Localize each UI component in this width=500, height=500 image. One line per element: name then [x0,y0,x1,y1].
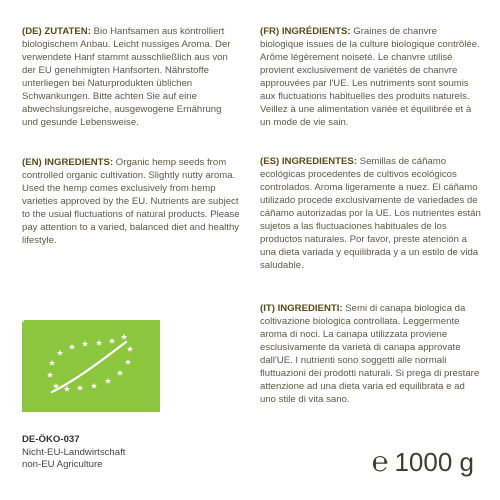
eu-organic-leaf-icon [22,320,160,412]
ingredients-en [22,156,240,247]
certification-origin-de: Nicht-EU-Landwirtschaft [22,446,126,458]
ingredients-it-heading: (IT) INGREDIENTI: [260,303,343,314]
ingredients-fr [260,25,482,129]
ingredients-it-text: Semi di canapa biologica da coltivazione biologica controllata. Leggermente aroma di noci. La canapa utilizzata proviene esclusivamente da varietà di canapa approvate dall'UE. I nutrienti sono soggetti alle normali fluttuazioni dei prodotti naturali. Si prega di prestare attenzione ad una dieta varia ed equilibrata e ad uno stile di vita sano. [260,303,480,405]
certification-code: DE-ÖKO-037 [22,434,80,445]
ingredients-en-heading: (EN) INGREDIENTS: [22,157,114,168]
certification-info [22,434,125,472]
ingredients-fr-heading: (FR) INGRÉDIENTS: [260,26,351,37]
estimated-sign-icon: ℮ [371,446,389,477]
net-quantity [372,446,474,478]
ingredients-de [22,25,240,129]
ingredients-es-heading: (ES) INGREDIENTES: [260,156,358,167]
ingredients-es [260,155,482,272]
ingredients-it [260,302,482,406]
ingredients-es-text: Semillas de cáñamo ecológicas procedentes de cultivos ecológicos controlados. Aroma ligeramente a nuez. El cáñamo utilizado procede exclusivamente de variedades de cáñamo autorizadas por la UE. Los nutrientes están sujetos a las fluctuaciones habituales de los productos naturales. Por favor, preste atención a una dieta variada y equilibrada y a un estilo de vida saludable. [260,156,481,271]
certification-origin-en: non-EU Agriculture [22,459,103,470]
ingredients-en-text: Organic hemp seeds from controlled organic cultivation. Slightly nutty aroma. Used the hemp comes exclusively from hemp varieties approved by the EU. Nutrients are subject to the usual fluctuations of natural products. Please pay attention to a varied, balanced diet and healthy lifestyle. [22,157,240,246]
ingredients-de-heading: (DE) ZUTATEN: [22,26,91,37]
ingredients-fr-text: Graines de chanvre biologique issues de la culture biologique contrôlée. Arôme légèrement noiseté. Le chanvre utilisé provient exclusivement de variétés de chanvre approuvées par l'UE. Les nutriments sont soumis aux fluctuations habituelles des produits naturels. Veillez à une alimentation variée et équilibrée et à un mode de vie sain. [260,26,480,128]
ingredients-de-text: Bio Hanfsamen aus kontrolliert biologischem Anbau. Leicht nussiges Aroma. Der verwendete Hanf stammt ausschließlich aus von der EU genehmigten Hanfsorten. Nährstoffe unterliegen bei Naturprodukten üblichen Schwankungen. Bitte achten Sie auf eine abwechslungsreiche, ausgewogene Ernährung und gesunde Lebensweise. [22,26,231,128]
net-quantity-value: 1000 g [394,446,474,477]
